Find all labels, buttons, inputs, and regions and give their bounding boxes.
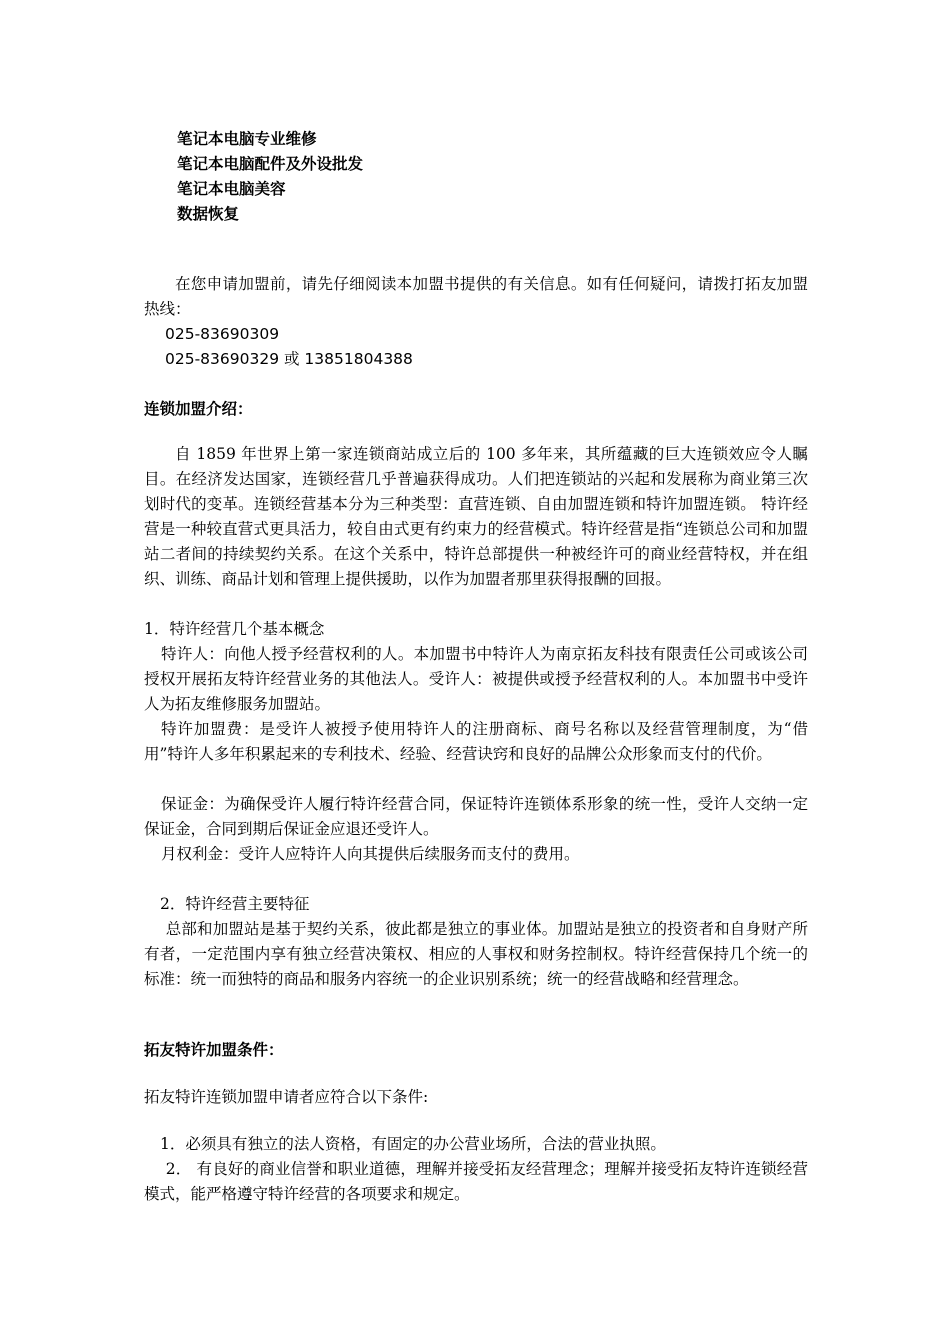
main-features-paragraph: 总部和加盟站是基于契约关系，彼此都是独立的事业体。加盟站是独立的投资者和自身财产所有者，一定范围内享有独立经营决策权、相应的人事权和财务控制权。特许经营保持几个统一的标准：统一而独特的商品和服务内容统一的企业识别系统；统一的经营战略和经营理念。 [144,920,808,988]
hotline-phone-1: 025-83690309 [165,325,280,343]
definition-royalty: 月权利金：受许人应特许人向其提供后续服务而支付的费用。 [161,845,580,863]
definition-deposit: 保证金：为确保受许人履行特许经营合同，保证特许连锁体系形象的统一性，受许人交纳一定保证金，合同到期后保证金应退还受许人。 [144,795,808,838]
subheading-main-features: 2．特许经营主要特征 [160,895,310,913]
hotline-phone-2: 025-83690329 或 13851804388 [165,350,413,368]
subheading-basic-concepts: 1．特许经营几个基本概念 [144,620,325,638]
service-item-beauty: 笔记本电脑美容 [177,180,286,198]
condition-item-2: 2． 有良好的商业信誉和职业道德，理解并接受拓友经营理念；理解并接受拓友特许连锁经营模式，能严格遵守特许经营的各项要求和规定。 [144,1160,808,1203]
franchise-intro-paragraph: 自 1859 年世界上第一家连锁商站成立后的 100 多年来，其所蕴藏的巨大连锁效应令人瞩目。在经济发达国家，连锁经营几乎普遍获得成功。人们把连锁站的兴起和发展称为商业第三次划时代的变革。连锁经营基本分为三种类型：直营连锁、自由加盟连锁和特许加盟连锁。 特许经营是一种较直营式更具活力，较自由式更有约束力的经营模式。特许经营是指“连锁总公司和加盟站二者间的持续契约关系。在这个关系中，特许总部提供一种被经许可的商业经营特权，并在组织、训练、商品计划和管理上提供援助，以作为加盟者那里获得报酬的回报。 [144,445,808,588]
condition-item-1: 1．必须具有独立的法人资格，有固定的办公营业场所，合法的营业执照。 [160,1135,666,1153]
definition-franchisor: 特许人：向他人授予经营权利的人。本加盟书中特许人为南京拓友科技有限责任公司或该公司授权开展拓友特许经营业务的其他法人。受许人：被提供或授予经营权利的人。本加盟书中受许人为拓友维修服务加盟站。 [144,645,808,713]
definition-franchise-fee: 特许加盟费：是受许人被授予使用特许人的注册商标、商号名称以及经营管理制度，为“借用”特许人多年积累起来的专利技术、经验、经营诀窍和良好的品牌公众形象而支付的代价。 [144,720,808,763]
service-item-data-recovery: 数据恢复 [177,205,240,223]
section-heading-franchise-conditions: 拓友特许加盟条件： [144,1041,284,1059]
intro-paragraph: 在您申请加盟前，请先仔细阅读本加盟书提供的有关信息。如有任何疑问，请拨打拓友加盟热线： [144,275,808,318]
service-item-parts: 笔记本电脑配件及外设批发 [177,155,364,173]
service-item-repair: 笔记本电脑专业维修 [177,130,317,148]
conditions-lead: 拓友特许连锁加盟申请者应符合以下条件: [144,1088,429,1106]
section-heading-franchise-intro: 连锁加盟介绍： [144,400,253,418]
